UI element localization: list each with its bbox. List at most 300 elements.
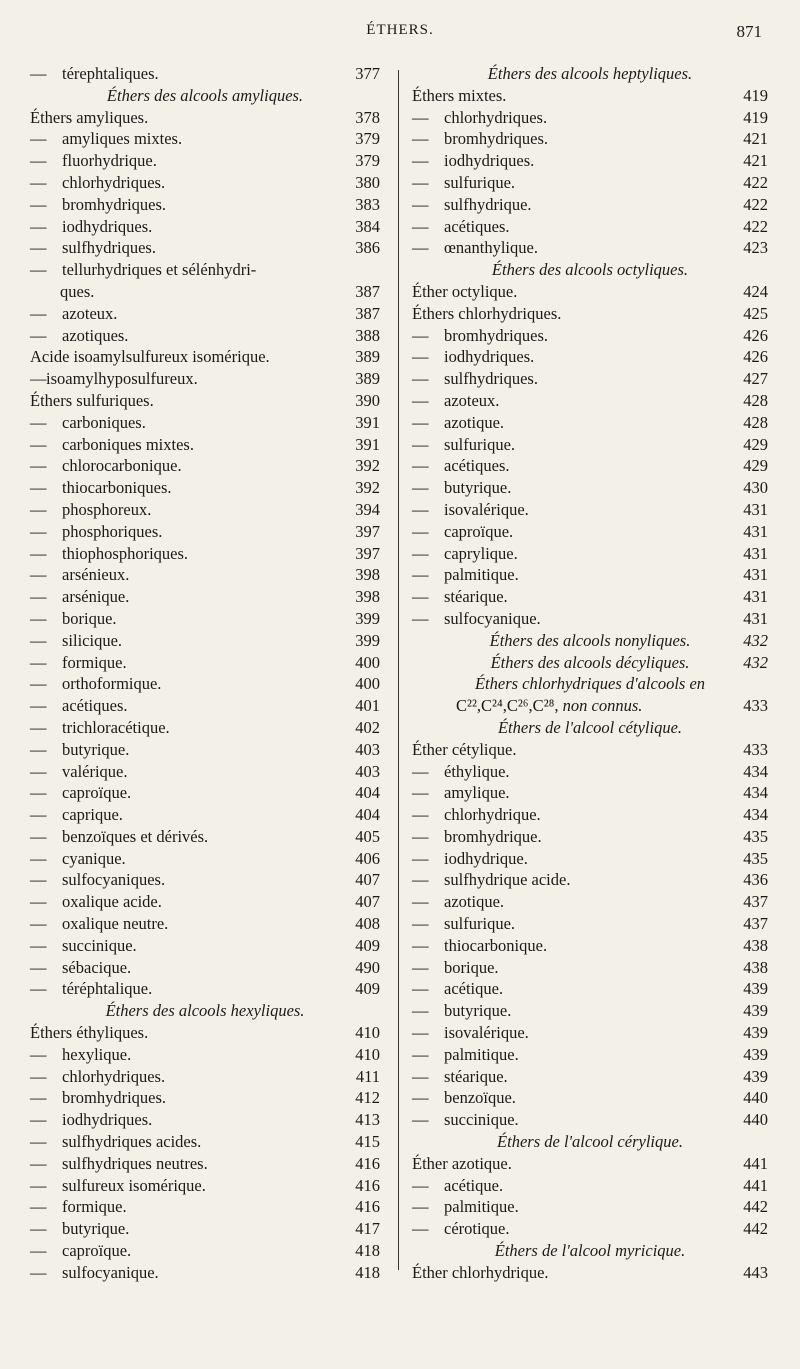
- page-reference: 388: [355, 325, 380, 345]
- ditto-dash: —: [30, 674, 47, 694]
- entry-text: caproïque.: [444, 521, 514, 541]
- page-reference: 431: [743, 543, 768, 563]
- ditto-dash: —: [30, 1197, 47, 1217]
- index-entry: [30, 564, 380, 586]
- section-heading: [412, 259, 768, 281]
- entry-text: chlorhydriques.: [62, 1066, 166, 1086]
- entry-text: oxalique neutre.: [62, 914, 169, 934]
- entry-text: butyrique.: [444, 478, 512, 498]
- page-reference: 412: [355, 1088, 380, 1108]
- index-entry: [30, 652, 380, 674]
- page-reference: 440: [743, 1110, 768, 1130]
- page-reference: 442: [743, 1219, 768, 1239]
- index-entry: [30, 1240, 380, 1262]
- ditto-dash: —: [412, 107, 429, 127]
- entry-text: arsénique.: [62, 587, 130, 607]
- ditto-dash: —: [412, 129, 429, 149]
- page-reference: 415: [355, 1132, 380, 1152]
- page-reference: 387: [355, 281, 380, 301]
- heading-text: Éthers des alcools octyliques.: [491, 260, 689, 280]
- index-entry: [412, 1196, 768, 1218]
- page-reference: 434: [743, 805, 768, 825]
- section-heading: [30, 85, 380, 107]
- entry-text: Éther azotique.: [412, 1153, 512, 1173]
- ditto-dash: —: [30, 1110, 47, 1130]
- ditto-dash: —: [30, 1044, 47, 1064]
- entry-text: iodhydriques.: [444, 347, 535, 367]
- index-entry: [30, 978, 380, 1000]
- entry-text: palmitique.: [444, 565, 519, 585]
- index-entry: [412, 237, 768, 259]
- page-reference: 419: [743, 107, 768, 127]
- page-reference: 490: [355, 957, 380, 977]
- index-entry: [30, 1175, 380, 1197]
- ditto-dash: —: [412, 870, 429, 890]
- ditto-dash: —: [412, 1197, 429, 1217]
- ditto-dash: —: [30, 521, 47, 541]
- formula-text: C²²,C²⁴,C²⁶,C²⁸,: [456, 696, 559, 716]
- entry-text: sulfurique.: [444, 172, 516, 192]
- page-reference: 404: [355, 805, 380, 825]
- page-reference: 411: [355, 1066, 380, 1086]
- entry-text: palmitique.: [444, 1044, 519, 1064]
- ditto-dash: —: [412, 848, 429, 868]
- ditto-dash: —: [30, 1066, 47, 1086]
- index-entry: [30, 1044, 380, 1066]
- index-entry: [30, 891, 380, 913]
- entry-text: Éthers éthyliques.: [30, 1023, 149, 1043]
- ditto-dash: —: [412, 1066, 429, 1086]
- index-entry: [412, 390, 768, 412]
- page-reference: 418: [355, 1262, 380, 1282]
- ditto-dash: —: [30, 761, 47, 781]
- ditto-dash: —: [30, 957, 47, 977]
- page-reference: 410: [355, 1044, 380, 1064]
- entry-text: palmitique.: [444, 1197, 519, 1217]
- page-reference: 422: [743, 216, 768, 236]
- entry-text: succinique.: [444, 1110, 519, 1130]
- page-reference: 406: [355, 848, 380, 868]
- ditto-dash: —: [30, 478, 47, 498]
- index-entry: [412, 826, 768, 848]
- entry-text: sulfhydriques acides.: [62, 1132, 202, 1152]
- entry-text: iodhydrique.: [444, 848, 528, 868]
- ditto-dash: —: [30, 129, 47, 149]
- ditto-dash: —: [30, 303, 47, 323]
- page-reference: 389: [355, 347, 380, 367]
- entry-text: Éther octylique.: [412, 281, 518, 301]
- page-reference: 392: [355, 478, 380, 498]
- page-reference: 427: [743, 369, 768, 389]
- index-entry: [412, 543, 768, 565]
- page-reference: 441: [743, 1153, 768, 1173]
- entry-text: stéarique.: [444, 1066, 508, 1086]
- entry-text: orthoformique.: [62, 674, 162, 694]
- page-reference: 379: [355, 151, 380, 171]
- page-reference: 426: [743, 325, 768, 345]
- entry-text: succinique.: [62, 935, 137, 955]
- entry-text: sulfocyanique.: [62, 1262, 159, 1282]
- page-reference: 435: [743, 848, 768, 868]
- page-reference: 400: [355, 674, 380, 694]
- ditto-dash: —: [412, 565, 429, 585]
- entry-text: caprylique.: [444, 543, 518, 563]
- entry-text: bromhydriques.: [444, 129, 549, 149]
- entry-text: sulfocyanique.: [444, 608, 541, 628]
- index-entry: [412, 477, 768, 499]
- ditto-dash: —: [412, 194, 429, 214]
- ditto-dash: —: [30, 805, 47, 825]
- index-entry: [412, 303, 768, 325]
- entry-text: Éthers sulfuriques.: [30, 390, 154, 410]
- ditto-dash: —: [30, 1262, 47, 1282]
- formula-note: non connus.: [562, 696, 643, 716]
- entry-text: bromhydriques.: [444, 325, 549, 345]
- page-reference: 408: [355, 914, 380, 934]
- heading-text: Éthers de l'alcool cérylique.: [497, 1132, 683, 1152]
- index-entry: [412, 1066, 768, 1088]
- entry-text: sulfhydrique acide.: [444, 870, 571, 890]
- index-entry: [30, 957, 380, 979]
- entry-text: Éther chlorhydrique.: [412, 1262, 549, 1282]
- entry-text: œnanthylique.: [444, 238, 538, 258]
- index-entry: [30, 695, 380, 717]
- page-reference: 429: [743, 434, 768, 454]
- section-heading: [412, 652, 768, 674]
- index-entry: [30, 1066, 380, 1088]
- page-reference: 438: [743, 957, 768, 977]
- section-heading: [30, 1000, 380, 1022]
- entry-text: sébacique.: [62, 957, 132, 977]
- entry-text: phosphoreux.: [62, 499, 152, 519]
- entry-text: azotique.: [444, 892, 505, 912]
- index-entry: [30, 630, 380, 652]
- page-reference: 418: [355, 1241, 380, 1261]
- ditto-dash: —: [30, 826, 47, 846]
- page-reference: 434: [743, 783, 768, 803]
- entry-text: Éther cétylique.: [412, 739, 517, 759]
- index-entry: [412, 216, 768, 238]
- entry-text: silicique.: [62, 630, 123, 650]
- index-entry: [30, 608, 380, 630]
- page-reference: 421: [743, 129, 768, 149]
- index-entry: [412, 325, 768, 347]
- page-reference: 435: [743, 826, 768, 846]
- ditto-dash: —: [30, 935, 47, 955]
- page-reference: 400: [355, 652, 380, 672]
- page-reference: 439: [743, 1001, 768, 1021]
- index-entry: [30, 499, 380, 521]
- entry-text: sulfocyaniques.: [62, 870, 166, 890]
- index-entry: [412, 739, 768, 761]
- index-entry: [30, 390, 380, 412]
- index-entry: [412, 869, 768, 891]
- page-reference: 401: [355, 696, 380, 716]
- page-reference: 416: [355, 1175, 380, 1195]
- index-entry: [412, 1044, 768, 1066]
- page-reference: 394: [355, 499, 380, 519]
- index-entry: [412, 1175, 768, 1197]
- entry-text: chlorhydriques.: [62, 172, 166, 192]
- index-entry: [30, 412, 380, 434]
- page-reference: 403: [355, 739, 380, 759]
- entry-text: Éthers mixtes.: [412, 85, 507, 105]
- page-reference: 432: [743, 652, 768, 672]
- ditto-dash: —: [30, 1219, 47, 1239]
- ditto-dash: —: [30, 412, 47, 432]
- index-entry: [412, 1262, 768, 1284]
- ditto-dash: —: [412, 499, 429, 519]
- index-entry: [412, 521, 768, 543]
- section-heading: [412, 673, 768, 695]
- page-reference: 431: [743, 499, 768, 519]
- entry-text: bromhydriques.: [62, 194, 167, 214]
- entry-text: arsénieux.: [62, 565, 130, 585]
- ditto-dash: —: [412, 325, 429, 345]
- index-entry: [30, 128, 380, 150]
- page-reference: 377: [355, 64, 380, 83]
- index-entry: [30, 325, 380, 347]
- index-entry: [412, 761, 768, 783]
- page-reference: 422: [743, 172, 768, 192]
- ditto-dash: —: [412, 521, 429, 541]
- page-reference: 392: [355, 456, 380, 476]
- page-reference: 416: [355, 1153, 380, 1173]
- index-entry: [30, 804, 380, 826]
- index-entry: [412, 957, 768, 979]
- page-reference: 397: [355, 543, 380, 563]
- page-reference: 417: [355, 1219, 380, 1239]
- index-entry: [30, 913, 380, 935]
- index-entry: [412, 1109, 768, 1131]
- entry-text: sulfurique.: [444, 914, 516, 934]
- entry-text: caprique.: [62, 805, 123, 825]
- entry-text: sulfureux isomérique.: [62, 1175, 206, 1195]
- ditto-dash: —: [30, 325, 47, 345]
- section-heading: [412, 717, 768, 739]
- index-entry: [412, 608, 768, 630]
- index-entry: [30, 1131, 380, 1153]
- entry-text: caproïque.: [62, 783, 132, 803]
- entry-text: butyrique.: [444, 1001, 512, 1021]
- page-reference: 430: [743, 478, 768, 498]
- entry-text: amyliques mixtes.: [62, 129, 183, 149]
- entry-text: borique.: [62, 608, 117, 628]
- page-reference: 397: [355, 521, 380, 541]
- page-reference: 431: [743, 565, 768, 585]
- index-entry: [30, 739, 380, 761]
- page-reference: 439: [743, 1066, 768, 1086]
- heading-text: Éthers des alcools heptyliques.: [487, 64, 693, 83]
- entry-text: caproïque.: [62, 1241, 132, 1261]
- index-entry: [412, 804, 768, 826]
- page-reference: 431: [743, 587, 768, 607]
- page-reference: 419: [743, 85, 768, 105]
- page-reference: 384: [355, 216, 380, 236]
- entry-text: acétiques.: [444, 216, 510, 236]
- entry-text: formique.: [62, 652, 127, 672]
- running-title: ÉTHERS.: [366, 22, 434, 38]
- page-reference: 387: [355, 303, 380, 323]
- index-entry: [412, 978, 768, 1000]
- index-entry: [30, 259, 380, 281]
- index-entry: [412, 1022, 768, 1044]
- ditto-dash: —: [30, 587, 47, 607]
- index-entry: [412, 935, 768, 957]
- ditto-dash: —: [30, 369, 47, 389]
- index-entry: [412, 434, 768, 456]
- entry-text: Éthers amyliques.: [30, 107, 149, 127]
- page-reference: 410: [355, 1023, 380, 1043]
- ditto-dash: —: [412, 805, 429, 825]
- index-entry: [412, 150, 768, 172]
- index-entry: [412, 499, 768, 521]
- page-reference: 407: [355, 870, 380, 890]
- ditto-dash: —: [30, 434, 47, 454]
- ditto-dash: —: [30, 652, 47, 672]
- ditto-dash: —: [412, 914, 429, 934]
- page-reference: 379: [355, 129, 380, 149]
- index-entry: [30, 455, 380, 477]
- index-entry: [412, 1087, 768, 1109]
- entry-text: chlorhydrique.: [444, 805, 541, 825]
- ditto-dash: —: [30, 64, 47, 83]
- page-reference: 433: [743, 739, 768, 759]
- ditto-dash: —: [30, 543, 47, 563]
- heading-text: Éthers des alcools amyliques.: [106, 85, 304, 105]
- entry-text: benzoïque.: [444, 1088, 516, 1108]
- entry-text: thiocarbonique.: [444, 935, 548, 955]
- page-reference: 391: [355, 434, 380, 454]
- entry-text: hexylique.: [62, 1044, 132, 1064]
- ditto-dash: —: [30, 1241, 47, 1261]
- page-reference: 439: [743, 1023, 768, 1043]
- index-entry: [412, 346, 768, 368]
- entry-text: isovalérique.: [444, 1023, 529, 1043]
- page-reference: 428: [743, 390, 768, 410]
- page-reference: 399: [355, 608, 380, 628]
- index-entry: [412, 281, 768, 303]
- entry-text: formique.: [62, 1197, 127, 1217]
- index-entry: [412, 891, 768, 913]
- ditto-dash: —: [30, 260, 47, 280]
- entry-text: acétiques.: [62, 696, 128, 716]
- page-reference: 423: [743, 238, 768, 258]
- page-reference: 413: [355, 1110, 380, 1130]
- ditto-dash: —: [412, 390, 429, 410]
- ditto-dash: —: [30, 870, 47, 890]
- entry-text: chlorhydriques.: [444, 107, 548, 127]
- page-reference: 416: [355, 1197, 380, 1217]
- ditto-dash: —: [30, 151, 47, 171]
- page-reference: 438: [743, 935, 768, 955]
- page-reference: 398: [355, 587, 380, 607]
- entry-text: azotique.: [444, 412, 505, 432]
- ditto-dash: —: [30, 739, 47, 759]
- index-entry: [30, 521, 380, 543]
- entry-text: ques.: [60, 281, 95, 301]
- entry-text: butyrique.: [62, 739, 130, 759]
- ditto-dash: —: [412, 935, 429, 955]
- section-heading: [412, 1131, 768, 1153]
- ditto-dash: —: [30, 194, 47, 214]
- entry-text: benzoïques et dérivés.: [62, 826, 209, 846]
- page-reference: 403: [355, 761, 380, 781]
- ditto-dash: —: [30, 1132, 47, 1152]
- index-entry: [30, 1087, 380, 1109]
- entry-text: azotiques.: [62, 325, 129, 345]
- index-entry: [30, 434, 380, 456]
- index-entry: [30, 281, 380, 303]
- page-reference: 404: [355, 783, 380, 803]
- ditto-dash: —: [30, 717, 47, 737]
- heading-text: Éthers de l'alcool myricique.: [494, 1241, 686, 1261]
- index-entry: [30, 848, 380, 870]
- ditto-dash: —: [30, 172, 47, 192]
- page-reference: 378: [355, 107, 380, 127]
- ditto-dash: —: [30, 848, 47, 868]
- page-reference: 441: [743, 1175, 768, 1195]
- ditto-dash: —: [412, 1088, 429, 1108]
- page-reference: 425: [743, 303, 768, 323]
- heading-text: Éthers des alcools nonyliques.: [489, 630, 691, 650]
- entry-text: bromhydrique.: [444, 826, 542, 846]
- page-reference: 429: [743, 456, 768, 476]
- index-entry: [30, 346, 380, 368]
- heading-text: Éthers des alcools hexyliques.: [105, 1001, 305, 1021]
- ditto-dash: —: [30, 499, 47, 519]
- ditto-dash: —: [30, 1088, 47, 1108]
- ditto-dash: —: [30, 1175, 47, 1195]
- index-entry: [412, 412, 768, 434]
- entry-text: azoteux.: [62, 303, 118, 323]
- ditto-dash: —: [412, 608, 429, 628]
- page-reference: 436: [743, 870, 768, 890]
- entry-text: stéarique.: [444, 587, 508, 607]
- ditto-dash: —: [30, 892, 47, 912]
- ditto-dash: —: [412, 957, 429, 977]
- index-entry: [30, 543, 380, 565]
- page-reference: 409: [355, 935, 380, 955]
- index-entry: [412, 564, 768, 586]
- ditto-dash: —: [30, 696, 47, 716]
- page-number: 871: [736, 22, 762, 41]
- ditto-dash: —: [30, 1153, 47, 1173]
- page-reference: 431: [743, 521, 768, 541]
- index-entry: [412, 128, 768, 150]
- page-reference: 389: [355, 369, 380, 389]
- index-entry: [412, 172, 768, 194]
- page-reference: 434: [743, 761, 768, 781]
- entry-text: trichloracétique.: [62, 717, 170, 737]
- index-entry: [412, 848, 768, 870]
- ditto-dash: —: [412, 892, 429, 912]
- index-entry: [412, 1000, 768, 1022]
- entry-text: isovalérique.: [444, 499, 529, 519]
- page-reference: 421: [743, 151, 768, 171]
- left-column: [30, 63, 380, 1284]
- index-entry: [30, 150, 380, 172]
- page-reference: 424: [743, 281, 768, 301]
- ditto-dash: —: [30, 783, 47, 803]
- page-reference: 439: [743, 979, 768, 999]
- entry-text: sulfhydrique.: [444, 194, 532, 214]
- page-reference: 402: [355, 717, 380, 737]
- page-header: [0, 22, 800, 52]
- ditto-dash: —: [412, 434, 429, 454]
- page-reference: 439: [743, 1044, 768, 1064]
- index-entry: [30, 826, 380, 848]
